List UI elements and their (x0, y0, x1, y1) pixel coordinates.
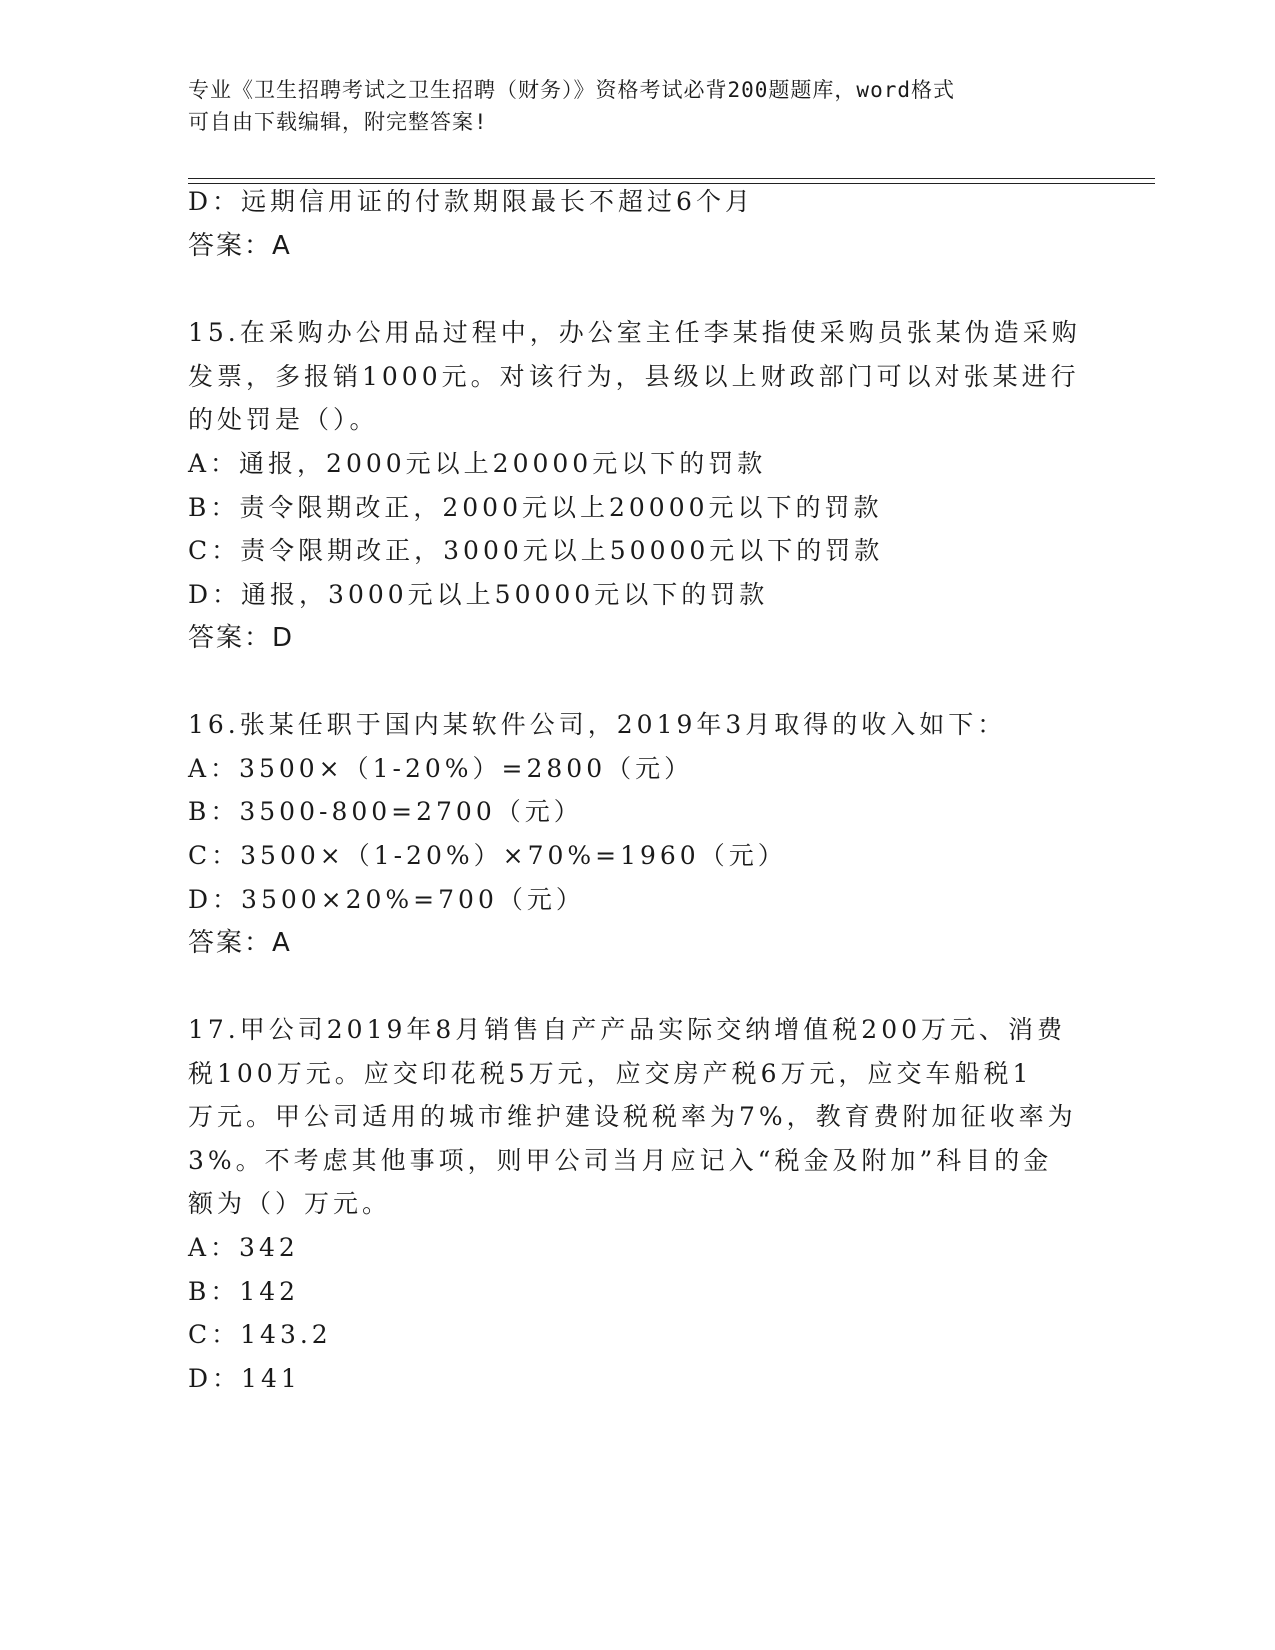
header-divider-bottom (188, 183, 1155, 184)
q16-option-d: D：3500×20%=700（元） (188, 885, 585, 914)
q17-stem-line-3: 万元。甲公司适用的城市维护建设税税率为7%，教育费附加征收率为 (188, 1102, 1077, 1131)
q15-option-c: C：责令限期改正，3000元以上50000元以下的罚款 (188, 536, 884, 565)
q17-stem-line-4: 3%。不考虑其他事项，则甲公司当月应记入“税金及附加”科目的金 (188, 1146, 1053, 1175)
q16-option-a: A：3500×（1-20%）=2800（元） (188, 754, 694, 783)
q17-option-d: D：141 (188, 1364, 301, 1393)
q16-answer: 答案：A (188, 928, 292, 958)
header-title-line-2: 可自由下载编辑，附完整答案! (188, 110, 488, 134)
q16-option-c: C：3500×（1-20%）×70%=1960（元） (188, 841, 787, 870)
q17-option-b: B：142 (188, 1277, 300, 1306)
q17-option-a: A：342 (188, 1233, 299, 1262)
q17-option-c: C：143.2 (188, 1320, 332, 1349)
q15-option-a: A：通报，2000元以上20000元以下的罚款 (188, 449, 767, 478)
header-title-line-1: 专业《卫生招聘考试之卫生招聘（财务）》资格考试必背200题题库，word格式 (188, 78, 955, 102)
q15-stem-line-2: 发票，多报销1000元。对该行为，县级以上财政部门可以对张某进行 (188, 362, 1080, 391)
q17-stem-line-2: 税100万元。应交印花税5万元，应交房产税6万元，应交车船税1 (188, 1059, 1033, 1088)
q17-stem-line-5: 额为（）万元。 (188, 1189, 392, 1218)
q14-option-d: D：远期信用证的付款期限最长不超过6个月 (188, 187, 754, 216)
q16-stem-line-1: 16.张某任职于国内某软件公司，2019年3月取得的收入如下： (188, 710, 1007, 739)
q17-stem-line-1: 17.甲公司2019年8月销售自产产品实际交纳增值税200万元、消费 (188, 1015, 1067, 1044)
q16-option-b: B：3500-800=2700（元） (188, 797, 583, 826)
q15-stem-line-3: 的处罚是（）。 (188, 405, 379, 434)
q15-stem-line-1: 15.在采购办公用品过程中，办公室主任李某指使采购员张某伪造采购 (188, 318, 1081, 347)
document-header (188, 74, 1068, 138)
q15-option-b: B：责令限期改正，2000元以上20000元以下的罚款 (188, 493, 883, 522)
q15-option-d: D：通报，3000元以上50000元以下的罚款 (188, 580, 769, 609)
q15-answer: 答案：D (188, 623, 295, 653)
header-divider-top (188, 178, 1155, 179)
q14-answer: 答案：A (188, 231, 292, 261)
